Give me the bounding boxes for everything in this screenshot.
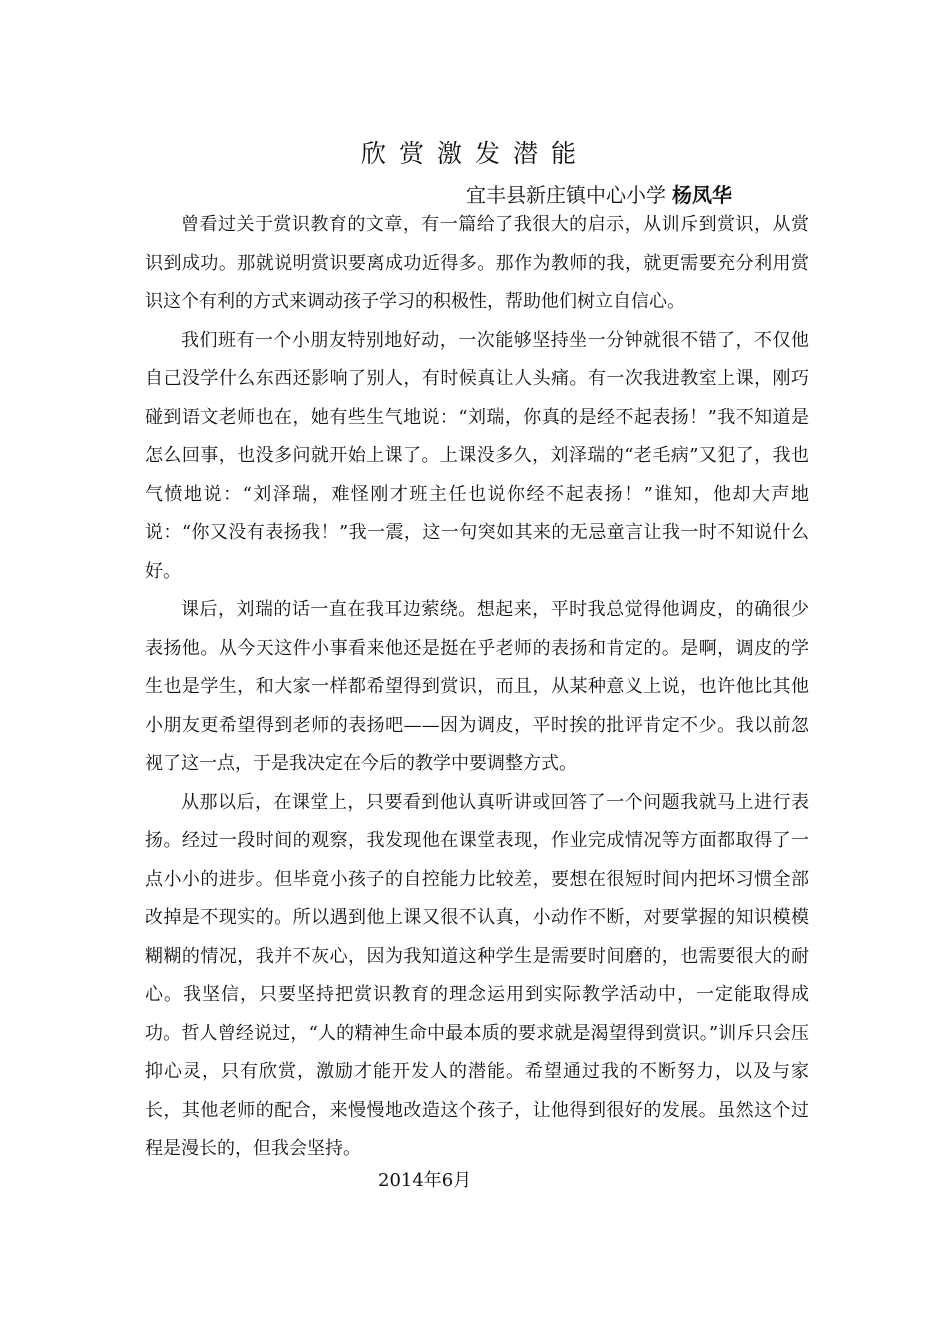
document-title: 欣赏激发潜能 (360, 139, 589, 168)
byline-school: 宜丰县新庄镇中心小学 (466, 183, 666, 207)
paragraph: 我们班有一个小朋友特别地好动，一次能够坚持坐一分钟就很不错了，不仅他自己没学什么东西还影响了别人，有时候真让人头痛。有一次我进教室上课，刚巧碰到语文老师也在，她有些生气地说：“刘瑞，你真的是经不起表扬！”我不知道是怎么回事，也没多问就开始上课了。上课没多久，刘泽瑞的“老毛病”又犯了，我也气愤地说：“刘泽瑞，难怪刚才班主任也说你经不起表扬！”谁知，他却大声地说：“你又没有表扬我！”我一震，这一句突如其来的无忌童言让我一时不知说什么好。 (145, 329, 809, 582)
byline-author: 杨凤华 (672, 183, 732, 207)
document-date: 2014年6月 (378, 1170, 472, 1191)
paragraph: 曾看过关于赏识教育的文章，有一篇给了我很大的启示，从训斥到赏识，从赏识到成功。那就说明赏识要离成功近得多。那作为教师的我，就更需要充分利用赏识这个有利的方式来调动孩子学习的积极性，帮助他们树立自信心。 (145, 214, 809, 312)
document-body (145, 206, 809, 1169)
paragraph: 从那以后，在课堂上，只要看到他认真听讲或回答了一个问题我就马上进行表扬。经过一段时间的观察，我发现他在课堂表现，作业完成情况等方面都取得了一点小小的进步。但毕竟小孩子的自控能力比较差，要想在很短时间内把坏习惯全部改掉是不现实的。所以遇到他上课又很不认真，小动作不断，对要掌握的知识模模糊糊的情况，我并不灰心，因为我知道这种学生是需要时间磨的，也需要很大的耐心。我坚信，只要坚持把赏识教育的理念运用到实际教学活动中，一定能取得成功。哲人曾经说过，“人的精神生命中最本质的要求就是渴望得到赏识。”训斥只会压抑心灵，只有欣赏，激励才能开发人的潜能。希望通过我的不断努力，以及与家长，其他老师的配合，来慢慢地改造这个孩子，让他得到很好的发展。虽然这个过程是漫长的，但我会坚持。 (145, 791, 809, 1159)
paragraph: 课后，刘瑞的话一直在我耳边萦绕。想起来，平时我总觉得他调皮，的确很少表扬他。从今天这件小事看来他还是挺在乎老师的表扬和肯定的。是啊，调皮的学生也是学生，和大家一样都希望得到赏识，而且，从某种意义上说，也许他比其他小朋友更希望得到老师的表扬吧——因为调皮，平时挨的批评肯定不少。我以前忽视了这一点，于是我决定在今后的教学中要调整方式。 (145, 599, 809, 774)
byline (466, 179, 732, 208)
